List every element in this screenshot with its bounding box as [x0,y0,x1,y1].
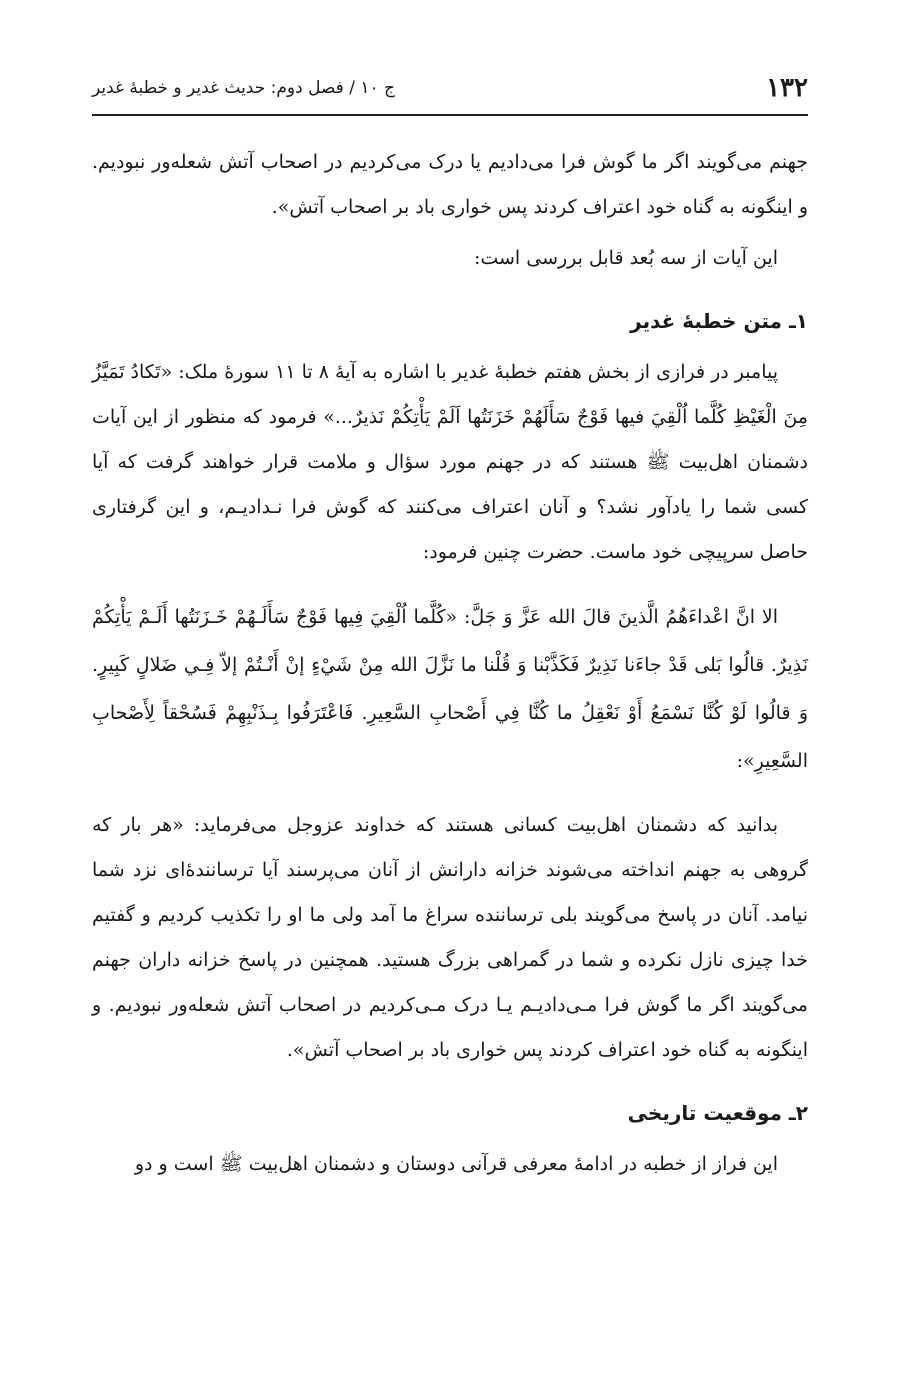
paragraph-sermon: پیامبر در فرازی از بخش هفتم خطبهٔ غدیر با اشاره به آیهٔ ۸ تا ۱۱ سورهٔ ملک: «تَكادُ تَمَيَّزُ مِنَ الْغَيْظِ كُلَّما اُلْقِيَ فيها فَوْجٌ سَأَلَهُمْ خَزَنَتُها اَلَمْ يَأْتِكُمْ نَذيرٌ...» فرمود که منظور از این آیات دشمنان اهل‌بیت ﷺ هستند که در جهنم مورد سؤال و ملامت قرار خواهند گرفت که آیا کسی شما را یادآور نشد؟ و آنان اعتراف می‌کنند که گوش فرا نـدادیـم، و این گرفتاری حاصل سرپیچی خود ماست. حضرت چنین فرمود: [92,361,808,563]
paragraph-translation: بدانید که دشمنان اهل‌بیت کسانی هستند که خداوند عزوجل می‌فرماید: «هر بار که گروهی به جهنم انداخته می‌شوند خزانه دارانش از آنان می‌پرسند آیا ترسانندهٔ‌ای نزد شما نیامد. آنان در پاسخ می‌گویند بلی ترساننده سراغ ما آمد ولی ما او را تکذیب کردیم و گفتیم خدا چیزی نازل نکرده و شما در گمراهی بزرگ هستید. همچنین در پاسخ خزانه داران جهنم می‌گویند اگر ما گوش فرا مـی‌دادیـم یـا درک مـی‌کردیم در اصحاب آتش شعله‌ور نبودیم. و اینگونه به گناه خود اعتراف کردند پس خواری باد بر اصحاب آتش». [92,814,808,1061]
section-heading-2: ۲ـ موقعیت تاریخی [627,1101,808,1125]
header-rule [92,114,808,116]
paragraph-intro: این آیات از سه بُعد قابل بررسی است: [473,247,778,269]
page-number: ۱۳۲ [766,73,808,103]
arabic-quote: الا انَّ اعْداءَهُمُ الَّذينَ قالَ الله عَزَّ وَ جَلَّ: «كُلَّما اُلْقِيَ فِيها فَوْجٌ سَأَلَـهُمْ خَـزَنَتُها أَلَـمْ يَأْتِكُمْ نَذِيرٌ. قالُوا بَلى قَدْ جاءَنا نَذِيرٌ فَكَذَّبْنا وَ قُلْنا ما نَزَّلَ الله مِنْ شَيْءٍ إنْ أَنْـتُمْ إلاّ فِـي ضَلالٍ كَبِيرٍ. وَ قالُوا لَوْ كُنَّا نَسْمَعُ أَوْ نَعْقِلُ ما كُنَّا فِي أَصْحابِ السَّعِيرِ. فَاعْتَرَفُوا بِـذَنْبِهِمْ فَسُحْقاً لِأَصْحابِ السَّعِيرِ»: [92,606,808,772]
page-body [92,140,808,1187]
paragraph-history: این فراز از خطبه در ادامهٔ معرفی قرآنی دوستان و دشمنان اهل‌بیت ﷺ است و دو [134,1153,778,1175]
page-header [92,62,808,114]
running-head: ج ۱۰ / فصل دوم: حدیث غدیر و خطبهٔ غدیر [92,78,396,98]
section-heading-1: ۱ـ متن خطبهٔ غدیر [630,309,808,333]
paragraph-continued: جهنم می‌گویند اگر ما گوش فرا می‌دادیم یا درک می‌کردیم در اصحاب آتش شعله‌ور نبودیم. و اینگونه به گناه خود اعتراف کردند پس خواری باد بر اصحاب آتش». [92,151,808,218]
